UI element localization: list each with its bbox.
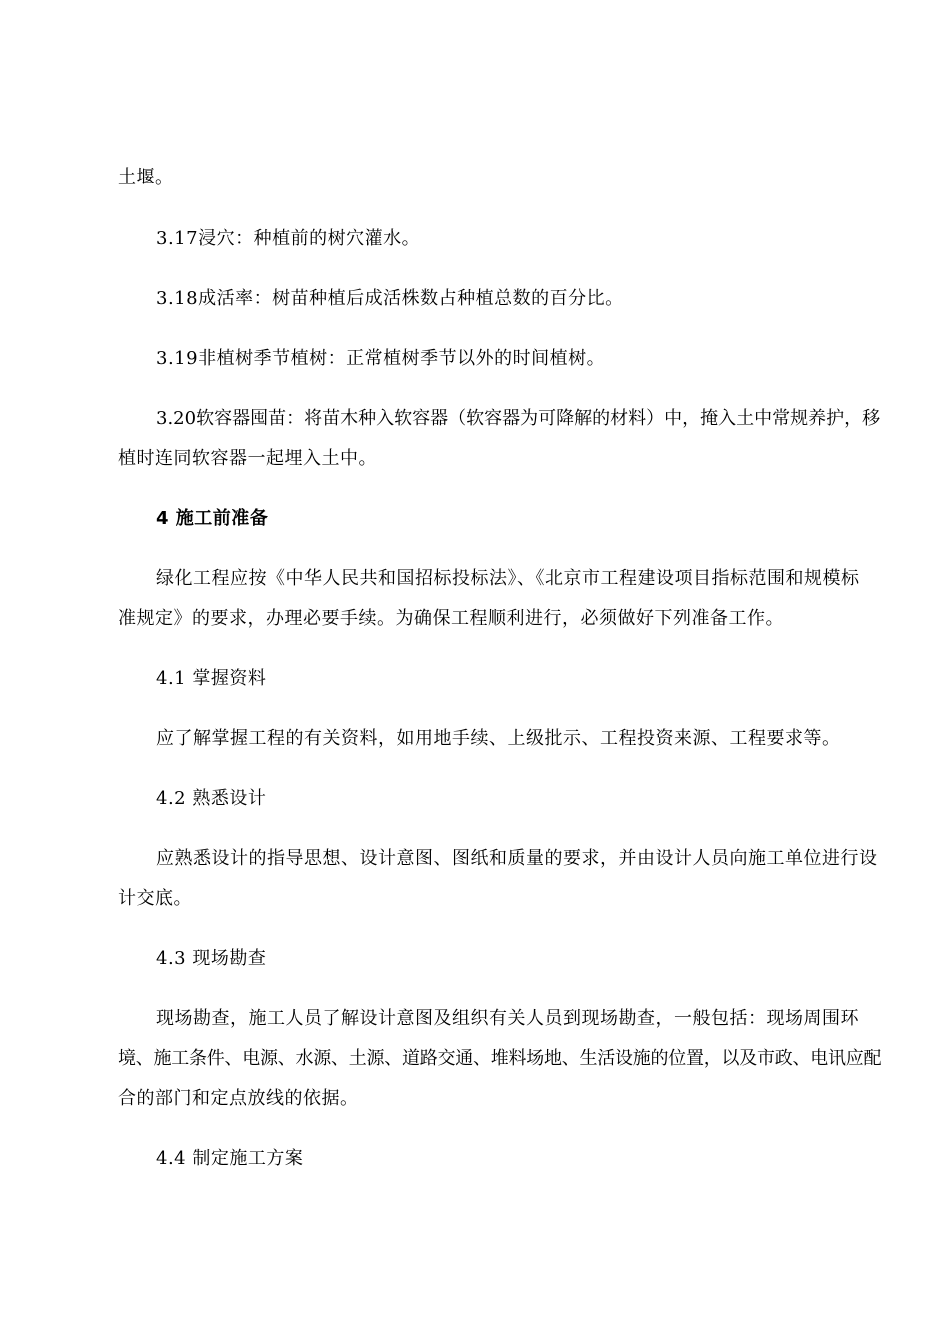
paragraph-line: 合的部门和定点放线的依据。 (118, 1088, 359, 1109)
definition-3-17: 3.17浸穴：种植前的树穴灌水。 (156, 228, 421, 249)
subsection-heading-4-1: 4.1 掌握资料 (156, 668, 267, 689)
subsection-heading-4-4: 4.4 制定施工方案 (156, 1148, 304, 1169)
subsection-heading-4-2: 4.2 熟悉设计 (156, 788, 267, 809)
definition-3-18: 3.18成活率：树苗种植后成活株数占种植总数的百分比。 (156, 288, 624, 309)
definition-3-19: 3.19非植树季节植树：正常植树季节以外的时间植树。 (156, 348, 606, 369)
paragraph-line: 境、施工条件、电源、水源、土源、道路交通、堆料场地、生活设施的位置，以及市政、电讯应配 (118, 1048, 882, 1069)
paragraph-line: 应熟悉设计的指导思想、设计意图、图纸和质量的要求，并由设计人员向施工单位进行设 (156, 848, 878, 869)
subsection-heading-4-3: 4.3 现场勘查 (156, 948, 267, 969)
definition-3-20: 3.20软容器囤苗：将苗木种入软容器（软容器为可降解的材料）中，掩入土中常规养护，移 (156, 408, 881, 429)
paragraph-line: 准规定》的要求，办理必要手续。为确保工程顺利进行，必须做好下列准备工作。 (118, 608, 784, 629)
paragraph-line: 应了解掌握工程的有关资料，如用地手续、上级批示、工程投资来源、工程要求等。 (156, 728, 841, 749)
paragraph-line: 绿化工程应按《中华人民共和国招标投标法》、《北京市工程建设项目指标范围和规模标 (156, 568, 860, 589)
section-heading-4: 4 施工前准备 (156, 508, 269, 529)
text-line: 土堰。 (118, 167, 174, 188)
paragraph-line: 现场勘查，施工人员了解设计意图及组织有关人员到现场勘查，一般包括：现场周围环 (156, 1008, 859, 1029)
text-line: 植时连同软容器一起埋入土中。 (118, 448, 377, 469)
paragraph-line: 计交底。 (118, 888, 192, 909)
